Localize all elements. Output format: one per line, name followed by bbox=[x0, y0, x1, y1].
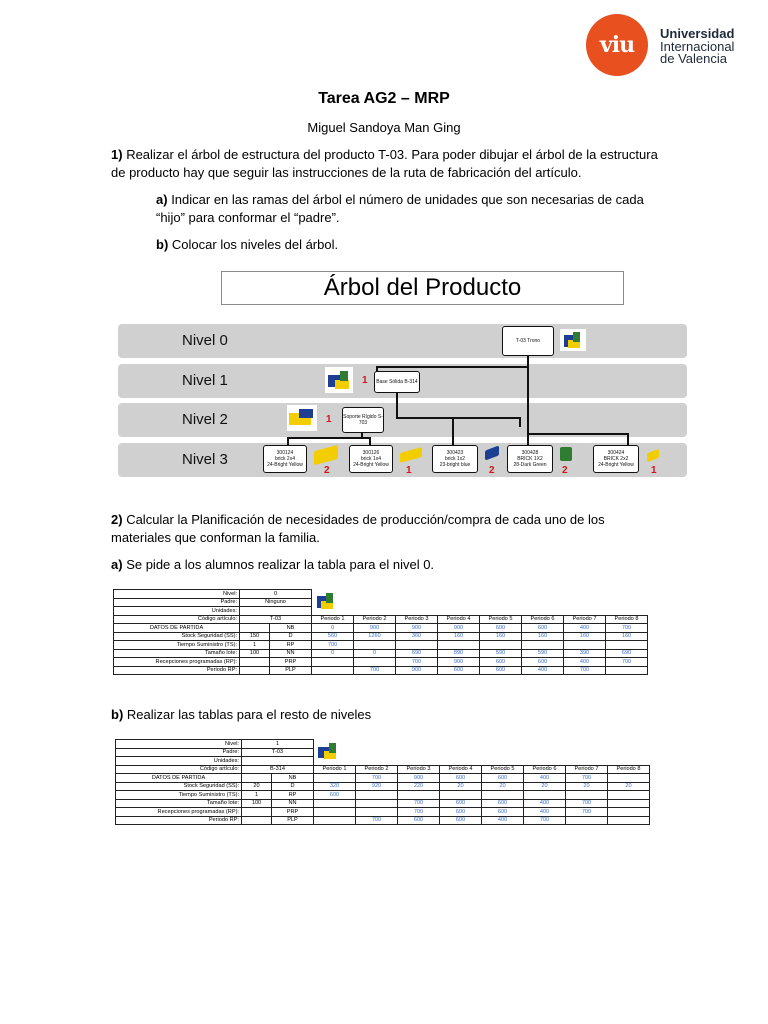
ts-label: Tiempo Suministro (TS): bbox=[116, 791, 242, 800]
node-desc: BRICK 1X2 bbox=[517, 456, 543, 462]
university-name-line1: Universidad bbox=[660, 26, 735, 41]
cell: 600 bbox=[482, 808, 524, 817]
cell: 900 bbox=[438, 658, 480, 667]
prp-label: Periodo RP: bbox=[114, 666, 240, 675]
cell bbox=[482, 791, 524, 800]
cell: 700 bbox=[398, 808, 440, 817]
period-header: Periodo 7 bbox=[564, 615, 606, 624]
cell: 400 bbox=[524, 799, 566, 808]
level-label-0: Nivel 0 bbox=[182, 332, 228, 349]
question-1a-number: a) bbox=[156, 192, 168, 207]
lego-throne-icon bbox=[560, 329, 586, 351]
cell bbox=[566, 791, 608, 800]
level-label-1: Nivel 1 bbox=[182, 372, 228, 389]
node-b314-label: Base Sólida B-314 bbox=[376, 379, 418, 385]
question-1a bbox=[156, 191, 656, 227]
lego-support-icon bbox=[287, 405, 317, 431]
question-1b-text: Colocar los niveles del árbol. bbox=[171, 237, 339, 252]
cell: 600 bbox=[440, 774, 482, 783]
cell: 160 bbox=[606, 632, 648, 641]
lote-value: 100 bbox=[240, 649, 270, 658]
row-code: NN bbox=[270, 649, 312, 658]
ts-label: Tiempo Suministro (TS): bbox=[114, 641, 240, 650]
question-2-number: 2) bbox=[111, 512, 123, 527]
padre-label: Padre: bbox=[116, 748, 242, 757]
cell: 160 bbox=[480, 632, 522, 641]
period-header: Periodo 1 bbox=[314, 765, 356, 774]
lego-throne-icon bbox=[314, 590, 338, 612]
nivel-label: Nivel: bbox=[116, 740, 242, 749]
university-name-line2: Internacional bbox=[660, 39, 735, 54]
cell bbox=[608, 799, 650, 808]
connector bbox=[287, 437, 289, 445]
cell bbox=[438, 641, 480, 650]
level-label-3: Nivel 3 bbox=[182, 451, 228, 468]
datos-label: DATOS DE PARTIDA bbox=[114, 624, 240, 633]
period-header: Periodo 8 bbox=[608, 765, 650, 774]
row-code: PLP bbox=[270, 666, 312, 675]
period-header: Periodo 2 bbox=[354, 615, 396, 624]
node-t03 bbox=[502, 326, 554, 356]
cell: 700 bbox=[524, 816, 566, 825]
cell: 600 bbox=[440, 808, 482, 817]
cell bbox=[524, 791, 566, 800]
period-header: Periodo 4 bbox=[440, 765, 482, 774]
cell: 600 bbox=[398, 816, 440, 825]
qty-300423: 2 bbox=[489, 465, 495, 476]
cell: 700 bbox=[566, 808, 608, 817]
row-code: NB bbox=[270, 624, 312, 633]
node-300124 bbox=[263, 445, 307, 473]
cell: 400 bbox=[524, 774, 566, 783]
rp-label: Recepciones programadas (RP): bbox=[114, 658, 240, 667]
question-2b bbox=[111, 706, 663, 724]
nivel-value: 1 bbox=[242, 740, 314, 749]
node-code: 300124 bbox=[276, 450, 294, 456]
connector bbox=[527, 355, 529, 445]
cell bbox=[396, 641, 438, 650]
node-b314 bbox=[374, 371, 420, 393]
mrp-table-level-1 bbox=[115, 739, 650, 825]
cell: 160 bbox=[438, 632, 480, 641]
tree-title: Árbol del Producto bbox=[221, 271, 624, 305]
node-300126 bbox=[349, 445, 393, 473]
cell: 20 bbox=[482, 782, 524, 791]
row-code: RP bbox=[270, 641, 312, 650]
row-code: PLP bbox=[272, 816, 314, 825]
connector bbox=[519, 417, 521, 427]
question-1-number: 1) bbox=[111, 147, 123, 162]
connector bbox=[627, 433, 629, 445]
cell bbox=[522, 641, 564, 650]
cell: 900 bbox=[396, 624, 438, 633]
cell bbox=[398, 791, 440, 800]
period-header: Periodo 3 bbox=[396, 615, 438, 624]
cell bbox=[480, 641, 522, 650]
cell: 690 bbox=[396, 649, 438, 658]
cell bbox=[314, 799, 356, 808]
ss-value: 20 bbox=[242, 782, 272, 791]
cell bbox=[564, 641, 606, 650]
cell bbox=[314, 774, 356, 783]
node-desc: brick 1x2 bbox=[444, 456, 465, 462]
lego-base-icon bbox=[316, 740, 340, 762]
cell: 400 bbox=[522, 666, 564, 675]
cell bbox=[312, 658, 354, 667]
node-code: 300126 bbox=[362, 450, 380, 456]
unidades-value bbox=[240, 607, 312, 616]
codigo-value: B-314 bbox=[242, 765, 314, 774]
codigo-label: Código artículo: bbox=[114, 615, 240, 624]
cell bbox=[608, 774, 650, 783]
document-title: Tarea AG2 – MRP bbox=[318, 90, 450, 107]
cell: 400 bbox=[564, 658, 606, 667]
cell: 600 bbox=[522, 658, 564, 667]
cell: 900 bbox=[398, 774, 440, 783]
datos-label: DATOS DE PARTIDA bbox=[116, 774, 242, 783]
period-header: Periodo 1 bbox=[312, 615, 354, 624]
cell: 700 bbox=[356, 774, 398, 783]
cell: 600 bbox=[440, 816, 482, 825]
row-code: RP bbox=[272, 791, 314, 800]
qty-b314: 1 bbox=[362, 375, 368, 386]
ss-value: 150 bbox=[240, 632, 270, 641]
question-2-text: Calcular la Planificación de necesidades de producción/compra de cada uno de los materiales que conforman la familia. bbox=[111, 512, 605, 545]
cell: 600 bbox=[482, 799, 524, 808]
cell: 600 bbox=[482, 774, 524, 783]
qty-300428: 2 bbox=[562, 465, 568, 476]
prp-label: Periodo RP: bbox=[116, 816, 242, 825]
cell: 900 bbox=[396, 666, 438, 675]
qty-300126: 1 bbox=[406, 465, 412, 476]
cell bbox=[356, 808, 398, 817]
period-header: Periodo 8 bbox=[606, 615, 648, 624]
cell: 900 bbox=[438, 624, 480, 633]
row-code: PRP bbox=[270, 658, 312, 667]
question-2a-number: a) bbox=[111, 557, 123, 572]
question-1a-text: Indicar en las ramas del árbol el número de unidades que son necesarias de cada “hijo” para conformar el “padre”. bbox=[156, 192, 644, 225]
connector bbox=[396, 390, 398, 418]
node-color: 24-Bright Yellow bbox=[353, 462, 389, 468]
lote-label: Tamaño lote: bbox=[114, 649, 240, 658]
cell: 20 bbox=[608, 782, 650, 791]
question-2a bbox=[111, 556, 663, 574]
nivel-value: 0 bbox=[240, 590, 312, 599]
padre-value: Ninguno bbox=[240, 598, 312, 607]
cell: 700 bbox=[564, 666, 606, 675]
node-code: 300424 bbox=[607, 450, 625, 456]
row-code: PRP bbox=[272, 808, 314, 817]
node-color: 24-Bright Yellow bbox=[267, 462, 303, 468]
codigo-value: T-03 bbox=[240, 615, 312, 624]
cell: 20 bbox=[566, 782, 608, 791]
cell: 360 bbox=[396, 632, 438, 641]
connector bbox=[369, 437, 371, 445]
cell bbox=[608, 808, 650, 817]
cell: 400 bbox=[564, 624, 606, 633]
level-label-2: Nivel 2 bbox=[182, 411, 228, 428]
cell bbox=[608, 816, 650, 825]
ss-label: Stock Seguridad (SS): bbox=[116, 782, 242, 791]
period-header: Periodo 2 bbox=[356, 765, 398, 774]
node-code: 300428 bbox=[521, 450, 539, 456]
cell: 600 bbox=[522, 624, 564, 633]
node-code: 300423 bbox=[446, 450, 464, 456]
cell: 400 bbox=[524, 808, 566, 817]
ts-value: 1 bbox=[240, 641, 270, 650]
cell: 600 bbox=[480, 658, 522, 667]
cell: 700 bbox=[396, 658, 438, 667]
node-s703 bbox=[342, 407, 384, 433]
question-1b-number: b) bbox=[156, 237, 169, 252]
cell: 920 bbox=[356, 782, 398, 791]
lego-base-icon bbox=[325, 367, 353, 393]
rp-label: Recepciones programadas (RP): bbox=[116, 808, 242, 817]
period-header: Periodo 5 bbox=[482, 765, 524, 774]
period-header: Periodo 4 bbox=[438, 615, 480, 624]
cell bbox=[356, 799, 398, 808]
cell bbox=[354, 641, 396, 650]
cell: 400 bbox=[482, 816, 524, 825]
cell bbox=[314, 808, 356, 817]
cell: 20 bbox=[524, 782, 566, 791]
lote-value: 100 bbox=[242, 799, 272, 808]
green-brick-1x2-icon bbox=[560, 447, 572, 461]
row-code: NN bbox=[272, 799, 314, 808]
cell: 160 bbox=[564, 632, 606, 641]
connector bbox=[527, 433, 628, 435]
padre-label: Padre: bbox=[114, 598, 240, 607]
cell bbox=[566, 816, 608, 825]
period-header: Periodo 7 bbox=[566, 765, 608, 774]
connector bbox=[376, 366, 529, 368]
period-header: Periodo 6 bbox=[524, 765, 566, 774]
question-2b-text: Realizar las tablas para el resto de niveles bbox=[126, 707, 372, 722]
ss-label: Stock Seguridad (SS): bbox=[114, 632, 240, 641]
node-color: 24-Bright Yellow bbox=[598, 462, 634, 468]
node-desc: brick 2x4 bbox=[274, 456, 295, 462]
unidades-label: Unidades: bbox=[114, 607, 240, 616]
cell: 160 bbox=[522, 632, 564, 641]
cell: 900 bbox=[354, 624, 396, 633]
node-desc: BRICK 2x2 bbox=[603, 456, 629, 462]
cell bbox=[606, 641, 648, 650]
cell: 700 bbox=[566, 799, 608, 808]
mrp-table-level-0 bbox=[113, 589, 648, 675]
question-2b-number: b) bbox=[111, 707, 124, 722]
cell: 0 bbox=[312, 624, 354, 633]
period-header: Periodo 6 bbox=[522, 615, 564, 624]
node-300424 bbox=[593, 445, 639, 473]
period-header: Periodo 3 bbox=[398, 765, 440, 774]
question-2a-text: Se pide a los alumnos realizar la tabla para el nivel 0. bbox=[126, 557, 435, 572]
row-code: NB bbox=[272, 774, 314, 783]
cell bbox=[608, 791, 650, 800]
cell: 700 bbox=[356, 816, 398, 825]
cell: 0 bbox=[312, 649, 354, 658]
cell: 700 bbox=[606, 624, 648, 633]
cell: 220 bbox=[398, 782, 440, 791]
cell: 1260 bbox=[354, 632, 396, 641]
cell: 560 bbox=[312, 632, 354, 641]
qty-s703: 1 bbox=[326, 414, 332, 425]
cell: 20 bbox=[440, 782, 482, 791]
question-2 bbox=[111, 511, 663, 547]
row-code: D bbox=[270, 632, 312, 641]
cell: 0 bbox=[354, 649, 396, 658]
cell: 600 bbox=[314, 791, 356, 800]
node-s703-label: Soporte Rígido S-703 bbox=[343, 414, 383, 426]
padre-value: T-03 bbox=[242, 748, 314, 757]
cell: 700 bbox=[312, 641, 354, 650]
cell: 600 bbox=[438, 666, 480, 675]
nivel-label: Nivel: bbox=[114, 590, 240, 599]
author-name: Miguel Sandoya Man Ging bbox=[307, 120, 461, 135]
cell: 320 bbox=[314, 782, 356, 791]
node-300428 bbox=[507, 445, 553, 473]
ts-value: 1 bbox=[242, 791, 272, 800]
qty-300124: 2 bbox=[324, 465, 330, 476]
qty-300424: 1 bbox=[651, 465, 657, 476]
cell bbox=[356, 791, 398, 800]
unidades-value bbox=[242, 757, 314, 766]
cell: 390 bbox=[564, 649, 606, 658]
cell bbox=[440, 791, 482, 800]
university-name-line3: de Valencia bbox=[660, 51, 727, 66]
row-code: D bbox=[272, 782, 314, 791]
question-1-text: Realizar el árbol de estructura del producto T-03. Para poder dibujar el árbol de la estructura de producto hay que seguir las instrucciones de la ruta de fabricación del artículo. bbox=[111, 147, 658, 180]
cell: 600 bbox=[440, 799, 482, 808]
connector bbox=[287, 437, 371, 439]
question-1b bbox=[156, 236, 656, 254]
cell: 700 bbox=[398, 799, 440, 808]
lote-label: Tamaño lote: bbox=[116, 799, 242, 808]
cell bbox=[606, 666, 648, 675]
cell bbox=[312, 666, 354, 675]
cell: 690 bbox=[606, 649, 648, 658]
cell bbox=[354, 658, 396, 667]
cell: 590 bbox=[480, 649, 522, 658]
cell: 890 bbox=[438, 649, 480, 658]
cell: 590 bbox=[522, 649, 564, 658]
connector bbox=[452, 417, 454, 445]
node-300423 bbox=[432, 445, 478, 473]
cell: 700 bbox=[354, 666, 396, 675]
node-color: 28-Dark Green bbox=[513, 462, 547, 468]
cell: 600 bbox=[480, 666, 522, 675]
period-header: Periodo 5 bbox=[480, 615, 522, 624]
cell: 600 bbox=[480, 624, 522, 633]
codigo-label: Código artículo: bbox=[116, 765, 242, 774]
unidades-label: Unidades: bbox=[116, 757, 242, 766]
node-color: 23-bright blue bbox=[439, 462, 471, 468]
cell bbox=[314, 816, 356, 825]
cell: 700 bbox=[606, 658, 648, 667]
question-1 bbox=[111, 146, 663, 182]
viu-logo: viu bbox=[586, 14, 648, 76]
cell: 700 bbox=[566, 774, 608, 783]
connector bbox=[396, 417, 520, 419]
node-desc: brick 1x4 bbox=[360, 456, 381, 462]
node-t03-label: T-03 Trono bbox=[515, 338, 541, 344]
